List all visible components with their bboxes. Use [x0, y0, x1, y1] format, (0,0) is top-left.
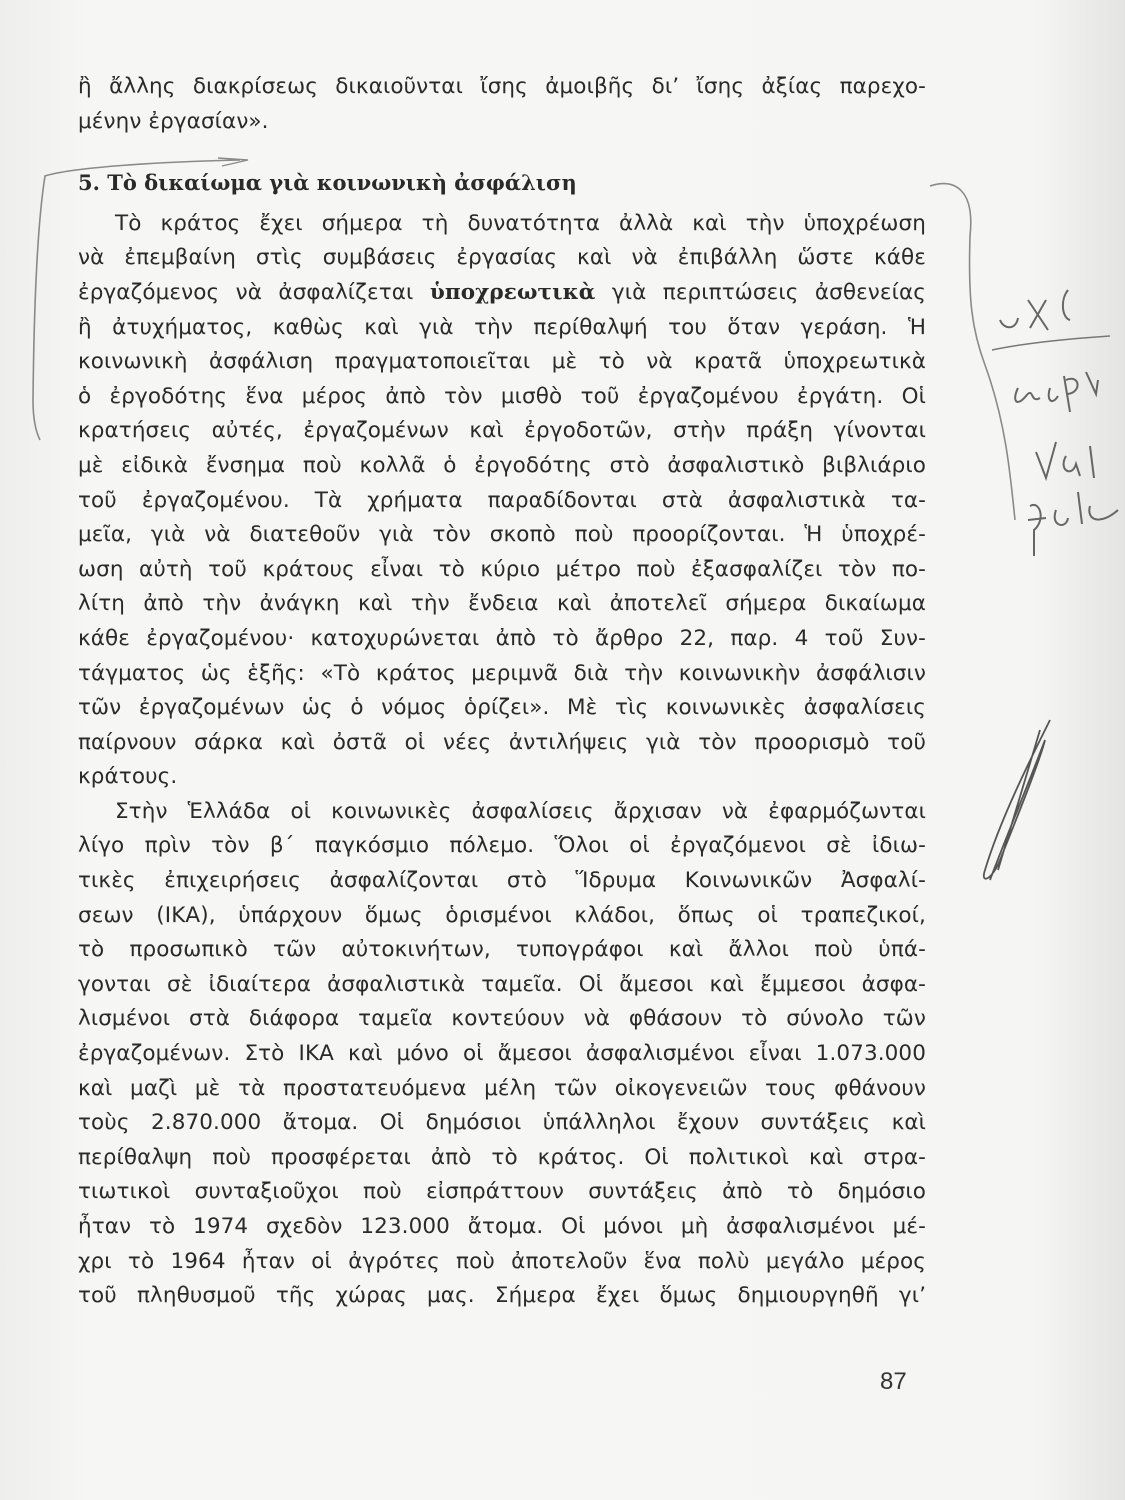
text-line: μένην ἐργασίαν». — [78, 108, 269, 134]
text-line: κάθε ἐργαζομένου· κατοχυρώνεται ἀπὸ τὸ ἄρθρο 22, παρ. 4 τοῦ Συν- — [78, 625, 926, 651]
pencil-bracket-mark — [218, 158, 248, 166]
margin-scribble-large — [984, 720, 1050, 880]
text-line: λισμένοι στὰ διάφορα ταμεῖα κοντεύουν νὰ φθάσουν τὸ σύνολο τῶν — [78, 1006, 926, 1032]
text-line: τῶν ἐργαζομένων ὡς ὁ νόμος ὁρίζει». Μὲ τὶς κοινωνικὲς ἀσφαλίσεις — [78, 695, 926, 721]
text-line: τὸ προσωπικὸ τῶν αὐτοκινήτων, τυπογράφοι καὶ ἄλλοι ποὺ ὑπά- — [78, 937, 926, 963]
text-line: χρι τὸ 1964 ἦταν οἱ ἀγρότες ποὺ ἀποτελοῦν ἕνα πολὺ μεγάλο μέρος — [78, 1248, 926, 1274]
text-line: ἦταν τὸ 1974 σχεδὸν 123.000 ἄτομα. Οἱ μόνοι μὴ ἀσφαλισμένοι μέ- — [78, 1214, 926, 1239]
text-line: κρατήσεις αὐτές, ἐργαζομένων καὶ ἐργοδοτῶν, στὴν πράξη γίνονται — [78, 418, 926, 444]
text-line: τοὺς 2.870.000 ἄτομα. Οἱ δημόσιοι ὑπάλληλοι ἔχουν συντάξεις καὶ — [78, 1110, 926, 1136]
text-line: μὲ εἰδικὰ ἔνσημα ποὺ κολλᾶ ὁ ἐργοδότης στὸ ἀσφαλιστικὸ βιβλιάριο — [78, 452, 926, 478]
text-line: κοινωνικὴ ἀσφάλιση πραγματοποιεῖται μὲ τὸ νὰ κρατᾶ ὑποχρεωτικὰ — [78, 349, 926, 375]
pencil-bracket-left — [33, 160, 240, 440]
emphasis-text: ὑποχρεωτικὰ — [429, 279, 596, 305]
text-line: σεων (ΙΚΑ), ὑπάρχουν ὅμως ὁρισμένοι κλάδοι, ὅπως οἱ τραπεζικοί, — [78, 902, 926, 928]
margin-scribble-3 — [1036, 442, 1094, 478]
text-line: τάγματος ὡς ἑξῆς: «Τὸ κράτος μεριμνᾶ διὰ τὴν κοινωνικὴν ἀσφάλισιν — [78, 660, 926, 686]
text-line: τοῦ ἐργαζομένου. Τὰ χρήματα παραδίδονται στὰ ἀσφαλιστικὰ τα- — [78, 487, 926, 513]
text-line: ἢ ἀτυχήματος, καθὼς καὶ γιὰ τὴν περίθαλψή του ὅταν γεράση. Ἡ — [78, 314, 926, 340]
text-line: τικὲς ἐπιχειρήσεις ἀσφαλίζονται στὸ Ἵδρυμα Κοινωνικῶν Ἀσφαλί- — [78, 868, 926, 894]
text-segment: γιὰ περιπτώσεις ἀσθενείας — [611, 279, 927, 305]
text-line: ἢ ἄλλης διακρίσεως δικαιοῦνται ἴσης ἀμοιβῆς δι’ ἴσης ἀξίας παρεχο- — [78, 74, 926, 99]
text-line: λίτη ἀπὸ τὴν ἀνάγκη καὶ τὴν ἔνδεια καὶ ἀποτελεῖ σήμερα δικαίωμα — [78, 591, 926, 617]
text-line: νὰ ἐπεμβαίνη στὶς συμβάσεις ἐργασίας καὶ νὰ ἐπιβάλλη ὥστε κάθε — [78, 245, 926, 271]
margin-scribble-2 — [1015, 372, 1098, 412]
text-line: μεῖα, γιὰ νὰ διατεθοῦν γιὰ τὸν σκοπὸ ποὺ προορίζονται. Ἡ ὑποχρέ- — [78, 522, 926, 548]
text-line: Στὴν Ἑλλάδα οἱ κοινωνικὲς ἀσφαλίσεις ἄρχισαν νὰ ἐφαρμόζωνται — [115, 798, 926, 824]
text-line: ἐργαζομένων. Στὸ ΙΚΑ καὶ μόνο οἱ ἄμεσοι ἀσφαλισμένοι εἶναι 1.073.000 — [78, 1041, 926, 1067]
text-line: ωση αὐτὴ τοῦ κράτους εἶναι τὸ κύριο μέτρο ποὺ ἐξασφαλίζει τὸν πο- — [78, 556, 926, 582]
text-line: Τὸ κράτος ἔχει σήμερα τὴ δυνατότητα ἀλλὰ καὶ τὴν ὑποχρέωση — [115, 210, 926, 236]
page-number: 87 — [880, 1368, 907, 1395]
text-line: καὶ μαζὶ μὲ τὰ προστατευόμενα μέλη τῶν οἰκογενειῶν τους φθάνουν — [78, 1075, 926, 1101]
margin-scribble-4 — [1028, 492, 1118, 556]
margin-scribble-1 — [1000, 290, 1070, 330]
pencil-bracket-top-right — [930, 184, 1015, 520]
text-segment: ἐργαζόμενος νὰ ἀσφαλίζεται — [78, 279, 414, 305]
margin-scribble-divider — [992, 336, 1110, 350]
text-line: τοῦ πληθυσμοῦ τῆς χώρας μας. Σήμερα ἔχει ὅμως δημιουργηθῆ γι’ — [78, 1283, 926, 1309]
text-line: περίθαλψη ποὺ προσφέρεται ἀπὸ τὸ κράτος. Οἱ πολιτικοὶ καὶ στρα- — [78, 1144, 926, 1170]
text-line: γονται σὲ ἰδιαίτερα ἀσφαλιστικὰ ταμεῖα. Οἱ ἄμεσοι καὶ ἔμμεσοι ἀσφα- — [78, 971, 926, 997]
text-line: τιωτικοὶ συνταξιοῦχοι ποὺ εἰσπράττουν συντάξεις ἀπὸ τὸ δημόσιο — [78, 1179, 926, 1205]
text-line: κράτους. — [78, 764, 178, 790]
text-line: παίρνουν σάρκα καὶ ὀστᾶ οἱ νέες ἀντιλήψεις γιὰ τὸν προορισμὸ τοῦ — [78, 729, 926, 755]
text-line: ὁ ἐργοδότης ἕνα μέρος ἀπὸ τὸν μισθὸ τοῦ ἐργαζομένου ἐργάτη. Οἱ — [78, 383, 926, 409]
text-line: λίγο πρὶν τὸν β΄ παγκόσμιο πόλεμο. Ὅλοι οἱ ἐργαζόμενοι σὲ ἰδιω- — [78, 833, 926, 859]
section-heading: 5. Τὸ δικαίωμα γιὰ κοινωνικὴ ἀσφάλιση — [78, 170, 577, 196]
